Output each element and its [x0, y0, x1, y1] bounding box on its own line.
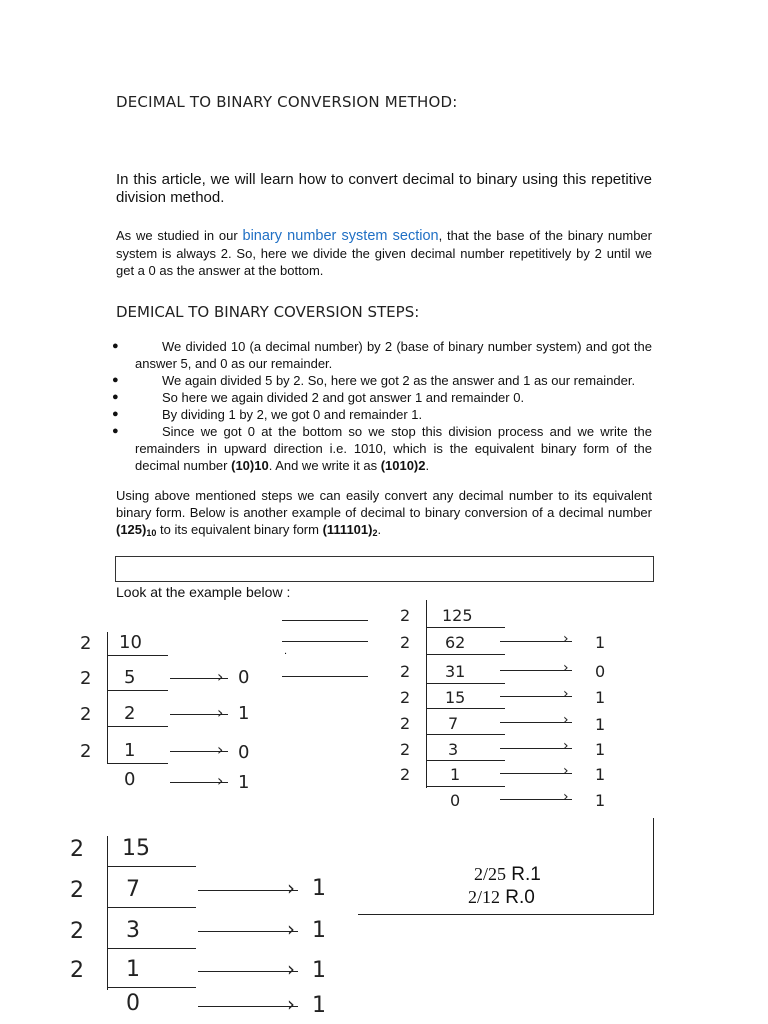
step-text: Since we got 0 at the bottom so we stop this division process and we write the remainders in upward direction i.e. 1010, which is the equivalent binary form of the decimal number	[135, 424, 652, 473]
quotient: 10	[119, 632, 142, 653]
remainder: 1	[595, 688, 606, 707]
step-text-end: .	[425, 458, 430, 473]
underline	[427, 734, 505, 735]
blank-line	[282, 641, 368, 642]
list-item	[112, 406, 652, 423]
bullet-icon: ●	[112, 374, 119, 386]
remainder: 0	[238, 667, 250, 688]
para-text-end: , that the base of the binary number system is always 2. So, here we divide the given decimal number repetitively by 2 until we get a 0 as the answer at the bottom.	[116, 228, 652, 278]
step-text: So here we again divided 2 and got answer 1 and remainder 0.	[162, 390, 525, 405]
arrow-head-icon: ›	[287, 992, 295, 1016]
summary-text: Using above mentioned steps we can easily convert any decimal number to its equivalent binary form. Below is another example of decimal to binary conversion of a decimal number	[116, 488, 652, 520]
quotient: 0	[450, 791, 461, 810]
arrow-head-icon: ›	[563, 738, 569, 754]
arrow-head-icon: ›	[217, 740, 224, 759]
bullet-icon: ●	[112, 391, 119, 403]
quotient: 3	[448, 740, 459, 759]
para-text-start: As we studied in our	[116, 228, 243, 243]
quotient: 15	[122, 836, 150, 861]
stray-dot: .	[284, 645, 288, 657]
remainder: 1	[312, 958, 326, 983]
remainder: 0	[238, 742, 250, 763]
arrow-icon	[198, 1006, 298, 1007]
quotient: 7	[126, 877, 140, 902]
underline	[427, 654, 505, 655]
summary-mid: to its equivalent binary form	[156, 522, 323, 537]
step-text: We again divided 5 by 2. So, here we got 2 as the answer and 1 as our remainder.	[162, 373, 636, 388]
arrow-icon	[198, 931, 298, 932]
division-vertical-line	[107, 632, 108, 764]
remainder: 1	[595, 715, 606, 734]
remainder: 1	[595, 633, 606, 652]
divisor: 2	[70, 919, 84, 944]
divisor: 2	[80, 633, 92, 654]
divisor: 2	[80, 741, 92, 762]
underline	[108, 948, 196, 949]
divisor: 2	[400, 714, 411, 733]
arrow-icon	[500, 748, 572, 749]
list-item	[112, 372, 652, 389]
steps-heading: DEMICAL TO BINARY COVERSION STEPS:	[116, 303, 420, 321]
underline	[108, 690, 168, 691]
remainder: 1	[595, 765, 606, 784]
quotient: 3	[126, 918, 140, 943]
quotient: 7	[448, 714, 459, 733]
quotient: 31	[445, 662, 466, 681]
note-underline	[358, 914, 654, 915]
list-item	[112, 423, 652, 474]
quotient: 0	[124, 769, 136, 790]
arrow-head-icon: ›	[217, 667, 224, 686]
base-paragraph	[116, 227, 652, 279]
divisor: 2	[400, 606, 411, 625]
arrow-icon	[500, 670, 572, 671]
underline	[108, 866, 196, 867]
steps-list	[112, 338, 652, 474]
underline	[427, 627, 505, 628]
arrow-head-icon: ›	[563, 631, 569, 647]
arrow-icon	[500, 722, 572, 723]
underline	[108, 907, 196, 908]
step-text: We divided 10 (a decimal number) by 2 (base of binary number system) and got the answer 5, and 0 as our remainder.	[135, 339, 652, 371]
note-vertical-line	[653, 818, 654, 915]
blank-line	[282, 676, 368, 677]
remainder: 1	[238, 772, 250, 793]
divisor: 2	[80, 668, 92, 689]
arrow-head-icon: ›	[287, 876, 295, 900]
binary-number-system-link[interactable]: binary number system section	[242, 228, 439, 244]
divisor: 2	[400, 740, 411, 759]
arrow-head-icon: ›	[563, 712, 569, 728]
divisor: 2	[70, 878, 84, 903]
quotient: 62	[445, 633, 466, 652]
bullet-icon: ●	[112, 408, 119, 420]
arrow-head-icon: ›	[563, 789, 569, 805]
remainder: 1	[312, 918, 326, 943]
note-line-1	[474, 864, 541, 886]
summary-paragraph	[116, 487, 652, 540]
note-remainder: R.0	[500, 887, 535, 908]
remainder: 1	[312, 876, 326, 901]
list-item	[112, 389, 652, 406]
divisor: 2	[80, 704, 92, 725]
look-caption: Look at the example below :	[116, 584, 291, 600]
quotient: 1	[450, 765, 461, 784]
intro-paragraph: In this article, we will learn how to convert decimal to binary using this repetitive division method.	[116, 171, 652, 206]
division-vertical-line	[107, 836, 108, 990]
summary-end: .	[377, 522, 382, 537]
divisor: 2	[400, 633, 411, 652]
underline	[108, 655, 168, 656]
divisor: 2	[400, 688, 411, 707]
arrow-head-icon: ›	[563, 686, 569, 702]
page-title: DECIMAL TO BINARY CONVERSION METHOD:	[116, 93, 458, 111]
empty-box	[115, 556, 654, 582]
bold-decimal-125: (125)	[116, 522, 147, 537]
arrow-head-icon: ›	[287, 957, 295, 981]
arrow-head-icon: ›	[563, 660, 569, 676]
underline	[108, 987, 196, 988]
arrow-head-icon: ›	[217, 771, 224, 790]
bold-decimal: (10)10	[231, 458, 269, 473]
step-text: By dividing 1 by 2, we got 0 and remainder 1.	[162, 407, 423, 422]
note-fraction: 2/12	[468, 887, 501, 907]
remainder: 1	[595, 740, 606, 759]
note-remainder: R.1	[506, 864, 541, 885]
arrow-icon	[198, 890, 298, 891]
subscript-10: 10	[146, 528, 157, 538]
bullet-icon: ●	[112, 425, 119, 437]
underline	[427, 708, 505, 709]
quotient: 0	[126, 991, 140, 1016]
note-fraction: 2/25	[474, 864, 507, 884]
quotient: 2	[124, 703, 136, 724]
arrow-icon	[500, 799, 572, 800]
quotient: 1	[126, 957, 140, 982]
note-line-2	[468, 887, 535, 909]
bullet-icon: ●	[112, 340, 119, 352]
remainder: 1	[595, 791, 606, 810]
underline	[427, 786, 505, 787]
arrow-head-icon: ›	[563, 763, 569, 779]
list-item	[112, 338, 652, 372]
bold-binary: (1010)2	[380, 458, 426, 473]
divisor: 2	[400, 765, 411, 784]
quotient: 1	[124, 740, 136, 761]
underline	[427, 683, 505, 684]
step-text-mid: . And we write it as	[268, 458, 381, 473]
arrow-icon	[198, 971, 298, 972]
bold-binary-111101: (111101)	[322, 522, 373, 537]
divisor: 2	[70, 958, 84, 983]
quotient: 5	[124, 667, 136, 688]
underline	[108, 726, 168, 727]
quotient: 125	[442, 606, 473, 625]
arrow-head-icon: ›	[217, 703, 224, 722]
remainder: 1	[312, 993, 326, 1018]
blank-line	[282, 620, 368, 621]
underline	[108, 763, 168, 764]
arrow-icon	[500, 773, 572, 774]
arrow-icon	[500, 696, 572, 697]
remainder: 1	[238, 703, 250, 724]
divisor: 2	[70, 837, 84, 862]
remainder: 0	[595, 662, 606, 681]
arrow-icon	[500, 641, 572, 642]
arrow-head-icon: ›	[287, 917, 295, 941]
subscript-2: 2	[372, 528, 378, 538]
quotient: 15	[445, 688, 466, 707]
underline	[427, 760, 505, 761]
divisor: 2	[400, 662, 411, 681]
